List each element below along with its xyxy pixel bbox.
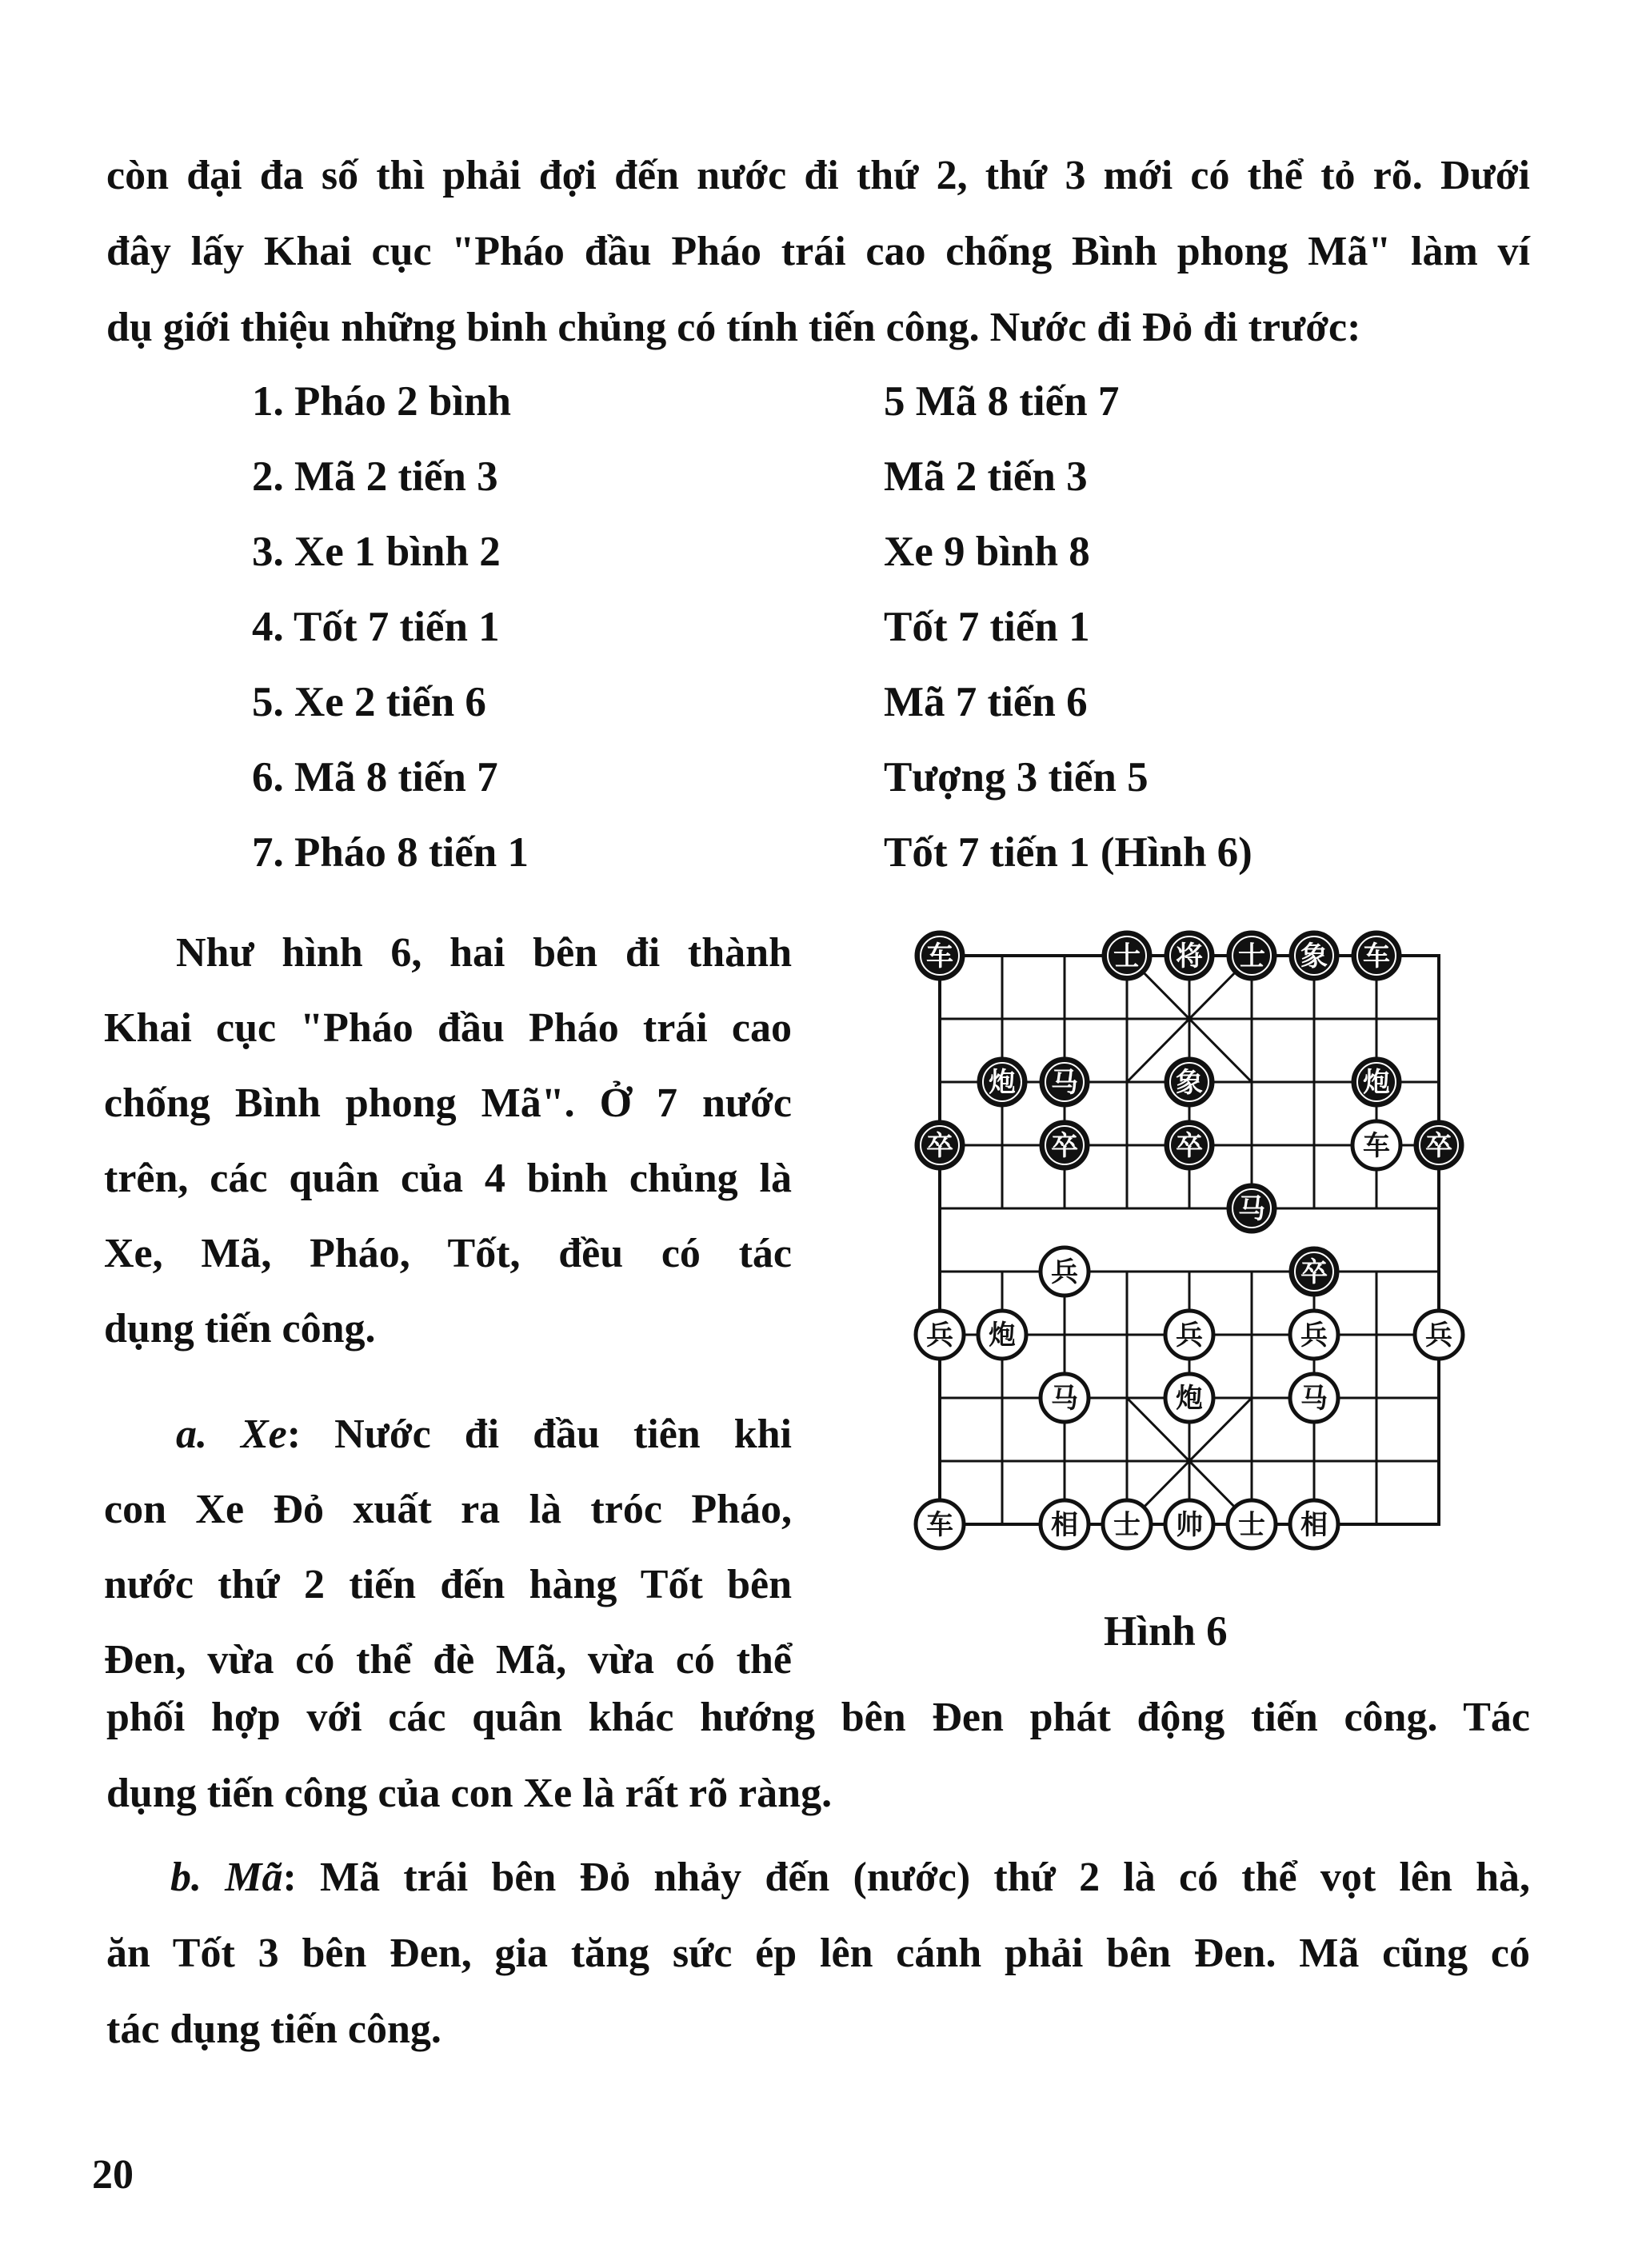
- black-piece: [978, 1058, 1026, 1106]
- black-piece: [916, 932, 964, 980]
- red-piece: [978, 1311, 1026, 1359]
- black-piece-label: 车: [1363, 940, 1390, 972]
- red-piece-label: 马: [1300, 1383, 1328, 1415]
- black-move: Mã 2 tiến 3: [884, 453, 1088, 500]
- red-piece-label: 士: [1113, 1509, 1141, 1541]
- red-piece: [1290, 1311, 1338, 1359]
- black-piece: [1290, 1248, 1338, 1296]
- black-piece: [1415, 1121, 1463, 1169]
- move-row: [252, 439, 1372, 514]
- black-piece-label: 卒: [926, 1130, 953, 1162]
- red-move: 6. Mã 8 tiến 7: [252, 754, 498, 801]
- black-piece: [916, 1121, 964, 1169]
- black-piece-label: 马: [1238, 1193, 1265, 1225]
- red-piece-label: 兵: [926, 1320, 953, 1352]
- intro-line: còn đại đa số thì phải đợi đến nước đi thứ 2, thứ 3 mới có thể tỏ rõ. Dưới: [106, 153, 1530, 198]
- red-piece: [916, 1311, 964, 1359]
- black-piece-label: 象: [1176, 1067, 1203, 1099]
- black-piece: [1103, 932, 1151, 980]
- para-a-label: a. Xe: [176, 1412, 287, 1457]
- intro-line: dụ giới thiệu những binh chủng có tính tiến công. Nước đi Đỏ đi trước:: [106, 305, 1361, 350]
- black-piece-label: 士: [1113, 940, 1141, 972]
- black-piece-label: 卒: [1300, 1256, 1328, 1288]
- black-piece: [1165, 1121, 1213, 1169]
- black-piece: [1041, 1058, 1089, 1106]
- black-piece-label: 车: [926, 940, 953, 972]
- black-move: Mã 7 tiến 6: [884, 679, 1088, 725]
- black-piece-label: 炮: [1363, 1067, 1390, 1099]
- red-piece: [1165, 1311, 1213, 1359]
- move-row: [252, 589, 1372, 665]
- para-b-label: b. Mã: [170, 1855, 283, 1900]
- side-line: Như hình 6, hai bên đi thành: [176, 930, 792, 976]
- move-row: [252, 514, 1372, 589]
- xiangqi-board: [880, 920, 1504, 1591]
- black-piece-label: 士: [1238, 940, 1265, 972]
- side-line: Xe, Mã, Pháo, Tốt, đều có tác: [104, 1231, 792, 1276]
- black-piece-label: 炮: [989, 1067, 1016, 1099]
- red-piece-label: 炮: [989, 1320, 1016, 1352]
- move-row: [252, 665, 1372, 740]
- red-move: 4. Tốt 7 tiến 1: [252, 604, 500, 650]
- para-b-line: [106, 1839, 1530, 1915]
- red-piece-label: 兵: [1300, 1320, 1328, 1352]
- red-move: 3. Xe 1 bình 2: [252, 529, 501, 575]
- black-move: Xe 9 bình 8: [884, 529, 1090, 575]
- side-paragraph: [104, 916, 792, 1698]
- red-piece-label: 兵: [1051, 1256, 1078, 1288]
- move-row: [252, 740, 1372, 815]
- black-piece: [1165, 1058, 1213, 1106]
- black-piece: [1290, 932, 1338, 980]
- red-piece: [1041, 1500, 1089, 1548]
- red-piece: [1228, 1500, 1276, 1548]
- move-row: [252, 815, 1372, 890]
- para-a-line: Đen, vừa có thể đè Mã, vừa có thể: [104, 1637, 792, 1683]
- black-piece-label: 将: [1176, 940, 1203, 972]
- black-piece-label: 卒: [1051, 1130, 1078, 1162]
- black-piece-label: 卒: [1176, 1130, 1203, 1162]
- red-piece-label: 马: [1051, 1383, 1078, 1415]
- para-a-line: nước thứ 2 tiến đến hàng Tốt bên: [104, 1562, 792, 1607]
- side-line: trên, các quân của 4 binh chủng là: [104, 1156, 792, 1201]
- black-move: Tốt 7 tiến 1 (Hình 6): [884, 829, 1252, 876]
- black-piece: [1165, 932, 1213, 980]
- moves-list: [252, 364, 1372, 890]
- black-piece-label: 象: [1300, 940, 1328, 972]
- red-piece-label: 相: [1051, 1509, 1078, 1541]
- black-piece: [1352, 1058, 1400, 1106]
- intro-paragraph: [106, 138, 1530, 365]
- red-piece-label: 车: [1363, 1130, 1390, 1162]
- red-piece-label: 相: [1300, 1509, 1328, 1541]
- black-move: 5 Mã 8 tiến 7: [884, 378, 1120, 425]
- red-move: 2. Mã 2 tiến 3: [252, 453, 498, 500]
- side-line: dụng tiến công.: [104, 1306, 376, 1352]
- red-piece: [1041, 1248, 1089, 1296]
- black-move: Tốt 7 tiến 1: [884, 604, 1090, 650]
- page-number: 20: [92, 2152, 134, 2198]
- red-piece-label: 炮: [1176, 1383, 1203, 1415]
- continuation-line: phối hợp với các quân khác hướng bên Đen phát động tiến công. Tác: [106, 1695, 1530, 1740]
- paragraph-b: [106, 1839, 1530, 2067]
- side-line: Khai cục "Pháo đầu Pháo trái cao: [104, 1005, 792, 1051]
- red-piece-label: 兵: [1176, 1320, 1203, 1352]
- black-piece: [1041, 1121, 1089, 1169]
- para-a-text: : Nước đi đầu tiên khi: [286, 1412, 792, 1457]
- para-b-text: : Mã trái bên Đỏ nhảy đến (nước) thứ 2 là có thể vọt lên hà,: [282, 1855, 1530, 1900]
- red-piece: [1103, 1500, 1151, 1548]
- red-piece-label: 士: [1238, 1509, 1265, 1541]
- black-piece: [1352, 932, 1400, 980]
- red-piece-label: 帅: [1176, 1509, 1203, 1541]
- black-move: Tượng 3 tiến 5: [884, 754, 1149, 801]
- red-piece-label: 车: [926, 1509, 953, 1541]
- black-piece: [1228, 932, 1276, 980]
- intro-line: đây lấy Khai cục "Pháo đầu Pháo trái cao chống Bình phong Mã" làm ví: [106, 229, 1530, 274]
- black-piece-label: 马: [1051, 1067, 1078, 1099]
- red-piece: [1041, 1374, 1089, 1422]
- red-piece: [1352, 1121, 1400, 1169]
- continuation-paragraph: [106, 1679, 1530, 1831]
- side-line: chống Bình phong Mã". Ở 7 nước: [104, 1080, 792, 1126]
- red-move: 1. Pháo 2 bình: [252, 378, 512, 425]
- red-piece: [1415, 1311, 1463, 1359]
- continuation-line: dụng tiến công của con Xe là rất rõ ràng.: [106, 1771, 833, 1816]
- black-piece-label: 卒: [1425, 1130, 1452, 1162]
- figure-caption: Hình 6: [1104, 1608, 1228, 1655]
- para-b-line: ăn Tốt 3 bên Đen, gia tăng sức ép lên cánh phải bên Đen. Mã cũng có: [106, 1931, 1530, 1976]
- red-piece-label: 兵: [1425, 1320, 1452, 1352]
- red-move: 7. Pháo 8 tiến 1: [252, 829, 529, 876]
- red-piece: [1165, 1500, 1213, 1548]
- para-a-line: con Xe Đỏ xuất ra là tróc Pháo,: [104, 1487, 792, 1532]
- xiangqi-board-figure: [880, 920, 1504, 1591]
- red-piece: [1290, 1500, 1338, 1548]
- red-piece: [1165, 1374, 1213, 1422]
- para-b-line: tác dụng tiến công.: [106, 2006, 441, 2052]
- black-piece: [1228, 1184, 1276, 1232]
- red-piece: [1290, 1374, 1338, 1422]
- red-move: 5. Xe 2 tiến 6: [252, 679, 486, 725]
- move-row: [252, 364, 1372, 439]
- red-piece: [916, 1500, 964, 1548]
- para-a-line: [104, 1397, 792, 1472]
